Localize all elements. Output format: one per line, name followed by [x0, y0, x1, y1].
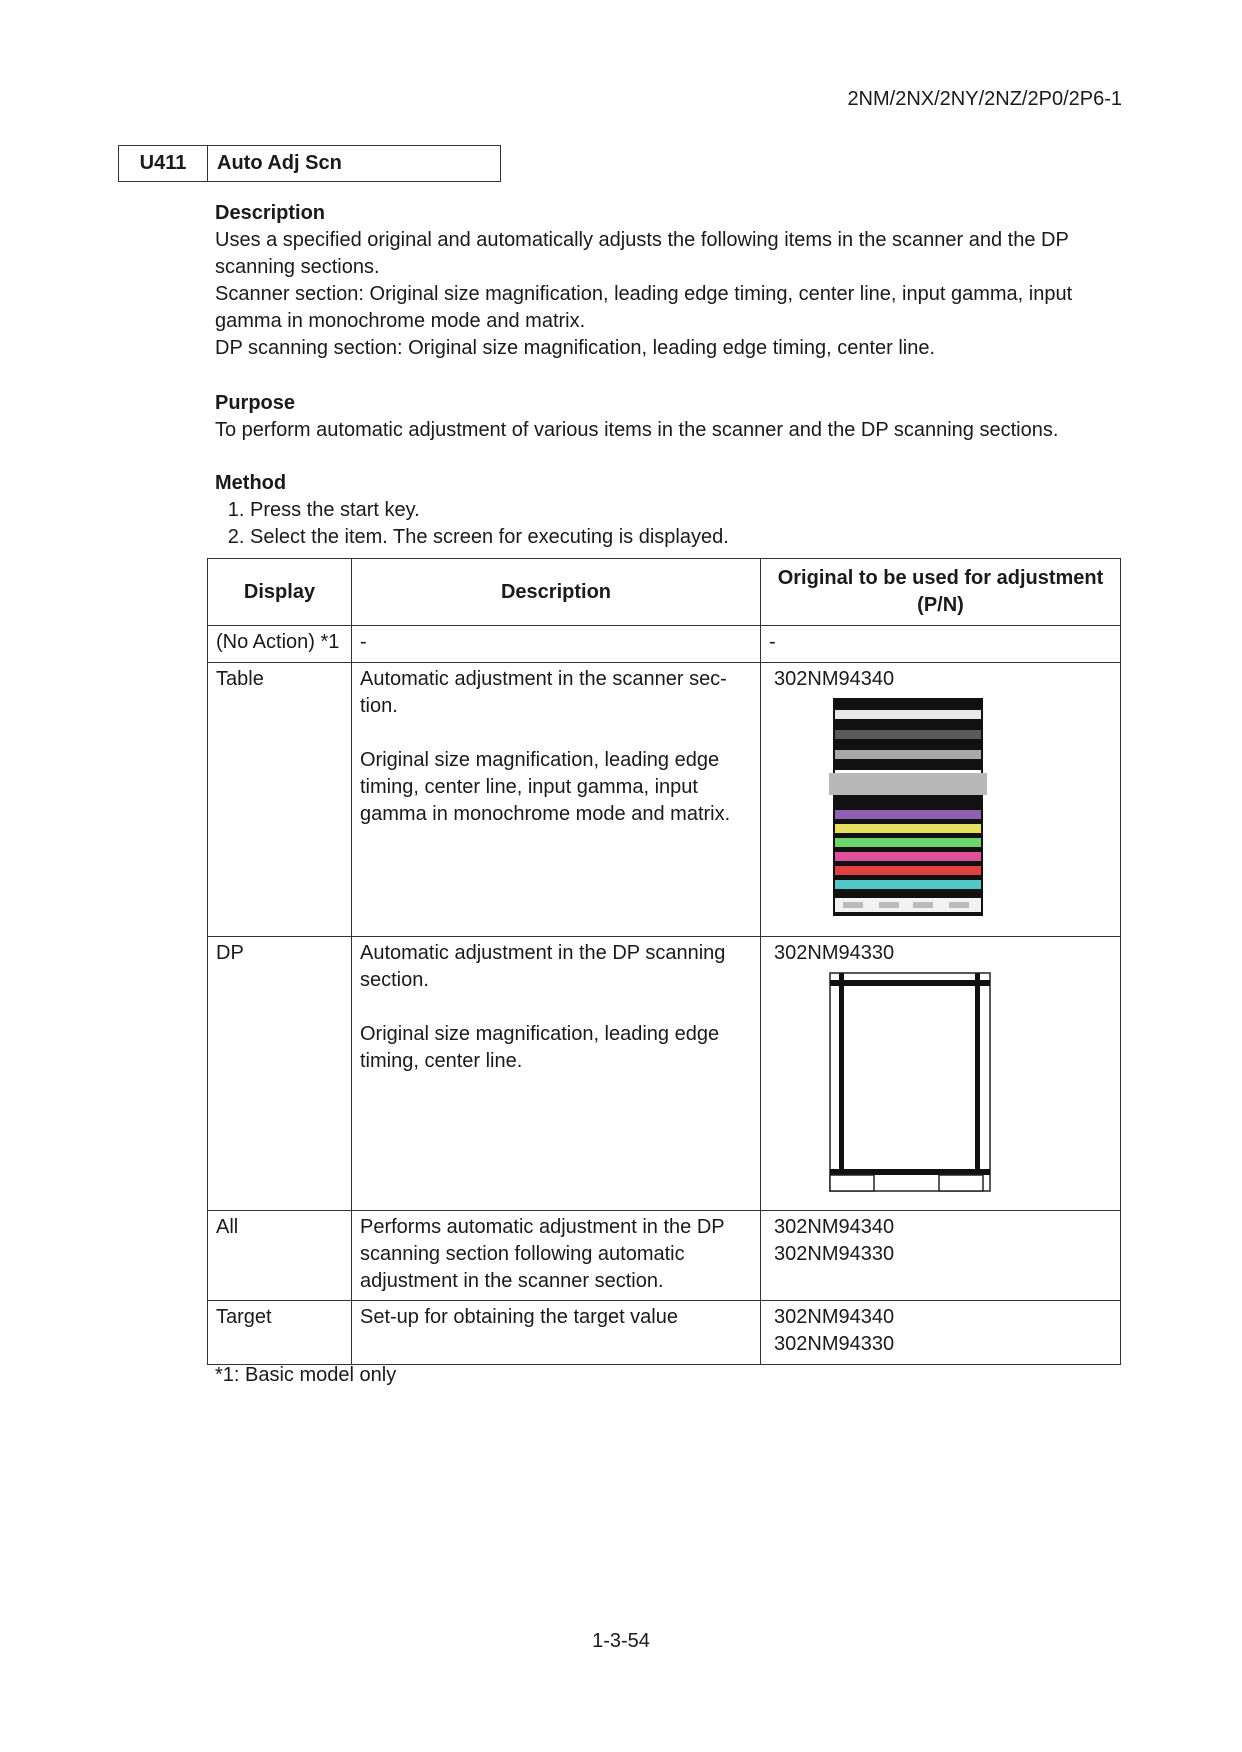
color-bar — [835, 852, 981, 861]
cell-original — [761, 1211, 1121, 1301]
description-heading: Description — [215, 202, 326, 224]
part-number: 302NM94330 — [774, 1243, 895, 1265]
cell-display: (No Action) *1 — [208, 626, 352, 663]
title-box — [118, 145, 501, 182]
color-bar — [835, 824, 981, 833]
color-bar — [835, 810, 981, 819]
description-text: Original size magnification, leading edge timing, center line, input gamma, input gamma in monochrome mode and matrix. — [360, 749, 731, 825]
purpose-section — [215, 390, 1135, 444]
table-row — [208, 1211, 1121, 1301]
cell-display: Table — [208, 663, 352, 937]
part-number: - — [769, 631, 776, 653]
color-bar — [835, 838, 981, 847]
part-number: 302NM94340 — [774, 668, 895, 690]
cell-description — [352, 937, 761, 1211]
description-line: Scanner section: Original size magnification, leading edge timing, center line, input gamma, input gamma in monochrome mode and matrix. — [215, 283, 1073, 332]
part-number: 302NM94330 — [774, 1333, 895, 1355]
cell-display: DP — [208, 937, 352, 1211]
header-display: Display — [208, 559, 352, 626]
cell-original — [761, 626, 1121, 663]
color-bar — [835, 710, 981, 719]
dp-test-chart-image — [829, 972, 993, 1194]
part-number: 302NM94340 — [774, 1216, 895, 1238]
method-step: 2. Select the item. The screen for executing is displayed. — [250, 524, 1135, 551]
header-original: Original to be used for adjustment (P/N) — [761, 559, 1121, 626]
maintenance-code: U411 — [119, 146, 208, 181]
method-step: 1. Press the start key. — [250, 497, 1135, 524]
description-section — [215, 200, 1135, 362]
part-number: 302NM94340 — [774, 1306, 895, 1328]
adjustment-table — [207, 558, 1121, 1365]
color-bar — [835, 880, 981, 889]
description-text: Original size magnification, leading edge timing, center line. — [360, 1023, 720, 1072]
purpose-heading: Purpose — [215, 392, 296, 414]
cell-original — [761, 663, 1121, 937]
method-heading: Method — [215, 472, 287, 494]
scanner-test-chart-image — [829, 698, 989, 918]
method-section — [215, 470, 1135, 551]
table-row — [208, 626, 1121, 663]
table-row — [208, 663, 1121, 937]
model-code: 2NM/2NX/2NY/2NZ/2P0/2P6-1 — [847, 88, 1122, 110]
color-bar — [835, 750, 981, 759]
cell-original — [761, 937, 1121, 1211]
description-text: Automatic adjustment in the scanner sec-tion. — [360, 668, 727, 717]
color-bar — [835, 730, 981, 739]
cell-description — [352, 663, 761, 937]
cell-original — [761, 1301, 1121, 1365]
description-line: DP scanning section: Original size magnification, leading edge timing, center line. — [215, 337, 936, 359]
purpose-text: To perform automatic adjustment of various items in the scanner and the DP scanning sections. — [215, 419, 1059, 441]
maintenance-name: Auto Adj Scn — [217, 152, 342, 174]
table-header-row — [208, 559, 1121, 626]
cell-display: Target — [208, 1301, 352, 1365]
header-description: Description — [352, 559, 761, 626]
cell-description: - — [352, 626, 761, 663]
part-number: 302NM94330 — [774, 942, 895, 964]
footnote: *1: Basic model only — [215, 1364, 397, 1386]
color-bar — [835, 866, 981, 875]
cell-description: Set-up for obtaining the target value — [352, 1301, 761, 1365]
table-row — [208, 1301, 1121, 1365]
table-row — [208, 937, 1121, 1211]
cell-display: All — [208, 1211, 352, 1301]
method-steps — [215, 497, 1135, 551]
cell-description: Performs automatic adjustment in the DP scanning section following automatic adjustment in the scanner section. — [352, 1211, 761, 1301]
description-line: Uses a specified original and automatically adjusts the following items in the scanner and the DP scanning sections. — [215, 229, 1069, 278]
page-number: 1-3-54 — [592, 1630, 650, 1652]
description-text: Automatic adjustment in the DP scanning section. — [360, 942, 726, 991]
